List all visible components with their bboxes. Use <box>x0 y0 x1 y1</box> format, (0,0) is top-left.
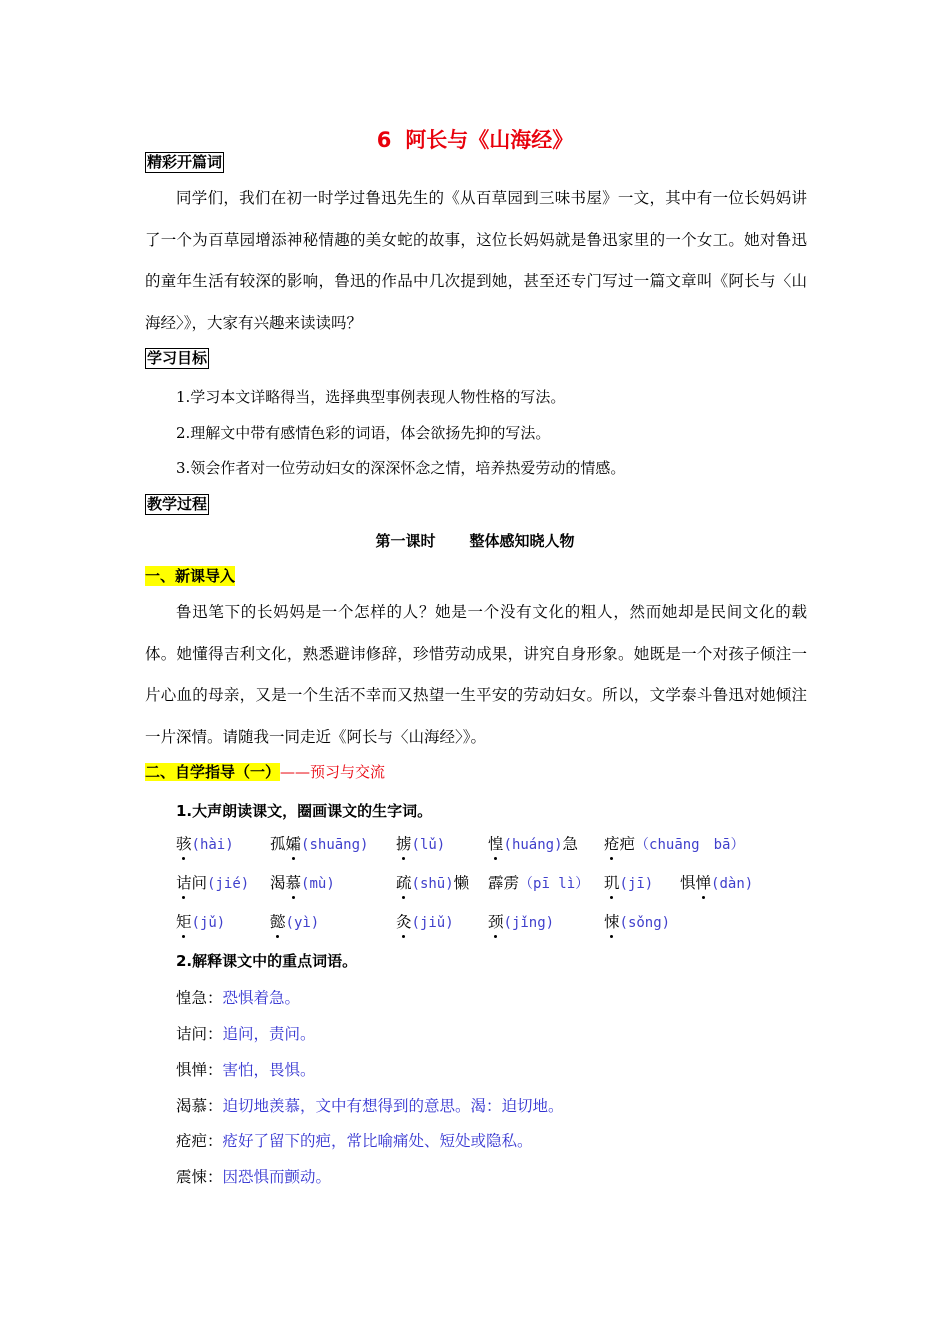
goal-item: 3.领会作者对一位劳动妇女的深深怀念之情，培养热爱劳动的情感。 <box>176 459 626 477</box>
vocab-item <box>488 910 554 932</box>
vocab-item: 疮疤（chuāng bā） <box>604 832 744 854</box>
definition: 恐惧着急。 <box>222 989 301 1007</box>
definition-row <box>176 986 300 1008</box>
vocab-item <box>604 871 653 893</box>
definition: 害怕，畏惧。 <box>222 1061 316 1079</box>
dotted-char: 骇 <box>176 832 192 854</box>
definition: 疮好了留下的疤，常比喻痛处、短处或隐私。 <box>222 1132 533 1150</box>
definition-row <box>176 1129 533 1151</box>
term: 震悚： <box>176 1168 223 1186</box>
term: 诘问： <box>176 1025 223 1043</box>
self-study-heading-suffix: ——预习与交流 <box>280 763 386 781</box>
pinyin: (dàn) <box>711 876 754 892</box>
vocab-item <box>604 910 670 932</box>
pinyin: (sǒng) <box>619 915 671 931</box>
vocab-item <box>176 832 234 854</box>
lesson-theme: 整体感知晓人物 <box>469 532 575 550</box>
dotted-char: 孀 <box>286 832 302 854</box>
goal-item: 2.理解文中带有感情色彩的词语，体会欲扬先抑的写法。 <box>176 424 551 442</box>
dotted-char: 掳 <box>396 832 412 854</box>
definition: 因恐惧而颤动。 <box>222 1168 332 1186</box>
lesson-period: 第一课时 <box>375 532 436 550</box>
term: 渴慕： <box>176 1097 223 1115</box>
lesson-title: 阿长与《山海经》 <box>405 128 574 152</box>
vocab-item: 惶(huáng)急 <box>488 832 578 854</box>
definition-row <box>176 1165 331 1187</box>
term: 惶急： <box>176 989 223 1007</box>
section-heading-self-study <box>145 762 385 782</box>
dotted-char: 懿 <box>270 910 286 932</box>
section-heading-goals: 学习目标 <box>147 349 208 367</box>
section-heading-intro: 一、新课导入 <box>145 567 236 585</box>
vocab-item: 渴慕(mù) <box>270 871 335 893</box>
intro-paragraph: 鲁迅笔下的长妈妈是一个怎样的人？她是一个没有文化的粗人，然而她却是民间文化的载体。她懂得吉利文化，熟悉避讳修辞，珍惜劳动成果，讲究自身形象。她既是一个对孩子倾注一片心血的母亲，又是一个生活不幸而又热望一生平安的劳动妇女。所以，文学泰斗鲁迅对她倾注一片深情。请随我一同走近《阿长与〈山海经〉》。 <box>145 603 807 746</box>
task-read-aloud: 1.大声朗读课文，圈画课文的生字词。 <box>176 802 433 820</box>
definition-row <box>176 1058 316 1080</box>
term: 惧惮： <box>176 1061 223 1079</box>
dotted-char: 惶 <box>488 832 504 854</box>
pinyin: (jǔ) <box>191 915 226 931</box>
definition-row <box>176 1022 316 1044</box>
vocab-item <box>396 832 445 854</box>
opening-paragraph: 同学们，我们在初一时学过鲁迅先生的《从百草园到三味书屋》一文，其中有一位长妈妈讲了一个为百草园增添神秘情趣的美女蛇的故事，这位长妈妈就是鲁迅家里的一个女工。她对鲁迅的童年生活有较深的影响，鲁迅的作品中几次提到她，甚至还专门写过一篇文章叫《阿长与〈山海经〉》，大家有兴趣来读读吗？ <box>145 189 807 332</box>
dotted-char: 玑 <box>604 871 620 893</box>
pinyin: (shuāng) <box>301 837 369 853</box>
vocab-item <box>176 910 225 932</box>
vocab-item <box>270 910 319 932</box>
pinyin: （chuāng bā） <box>635 837 745 853</box>
dotted-char: 矩 <box>176 910 192 932</box>
pinyin: (huáng) <box>503 837 563 853</box>
pinyin: (jiǔ) <box>411 915 454 931</box>
dotted-char: 悚 <box>604 910 620 932</box>
section-heading-process: 教学过程 <box>147 495 208 513</box>
pinyin: (jī) <box>619 876 654 892</box>
definition-row <box>176 1094 564 1116</box>
pinyin: (yì) <box>285 915 320 931</box>
pinyin: (mù) <box>301 876 335 892</box>
vocab-item <box>396 910 454 932</box>
dotted-char: 惮 <box>696 871 712 893</box>
vocab-item: 孤孀(shuāng) <box>270 832 368 854</box>
definition: 迫切地羡慕，文中有想得到的意思。渴：迫切地。 <box>222 1097 564 1115</box>
self-study-heading-label: 二、自学指导（一） <box>145 763 281 781</box>
vocab-item: 霹雳（pī lì） <box>488 874 590 892</box>
pinyin: （pī lì） <box>519 876 590 892</box>
vocab-item: 诘问(jié) <box>176 871 249 893</box>
lesson-number: 6 <box>376 128 392 152</box>
pinyin: (hài) <box>191 837 234 853</box>
lesson-subtitle <box>0 530 950 551</box>
definition: 追问，责问。 <box>222 1025 316 1043</box>
term: 疮疤： <box>176 1132 223 1150</box>
dotted-char: 疮 <box>604 832 620 854</box>
page-title <box>0 124 950 154</box>
goal-item: 1.学习本文详略得当，选择典型事例表现人物性格的写法。 <box>176 388 566 406</box>
dotted-char: 灸 <box>396 910 412 932</box>
pinyin: (jǐng) <box>503 915 555 931</box>
vocab-item: 疏(shū)懒 <box>396 871 469 893</box>
pinyin: (lǔ) <box>411 837 446 853</box>
pinyin: (shū) <box>411 876 454 892</box>
pinyin: (jié) <box>207 876 250 892</box>
section-heading-opening: 精彩开篇词 <box>147 153 223 171</box>
dotted-char: 慕 <box>286 871 302 893</box>
dotted-char: 诘 <box>176 871 192 893</box>
dotted-char: 疏 <box>396 871 412 893</box>
vocab-item: 惧惮(dàn) <box>680 871 753 893</box>
dotted-char: 颈 <box>488 910 504 932</box>
task-explain-words: 2.解释课文中的重点词语。 <box>176 952 358 970</box>
